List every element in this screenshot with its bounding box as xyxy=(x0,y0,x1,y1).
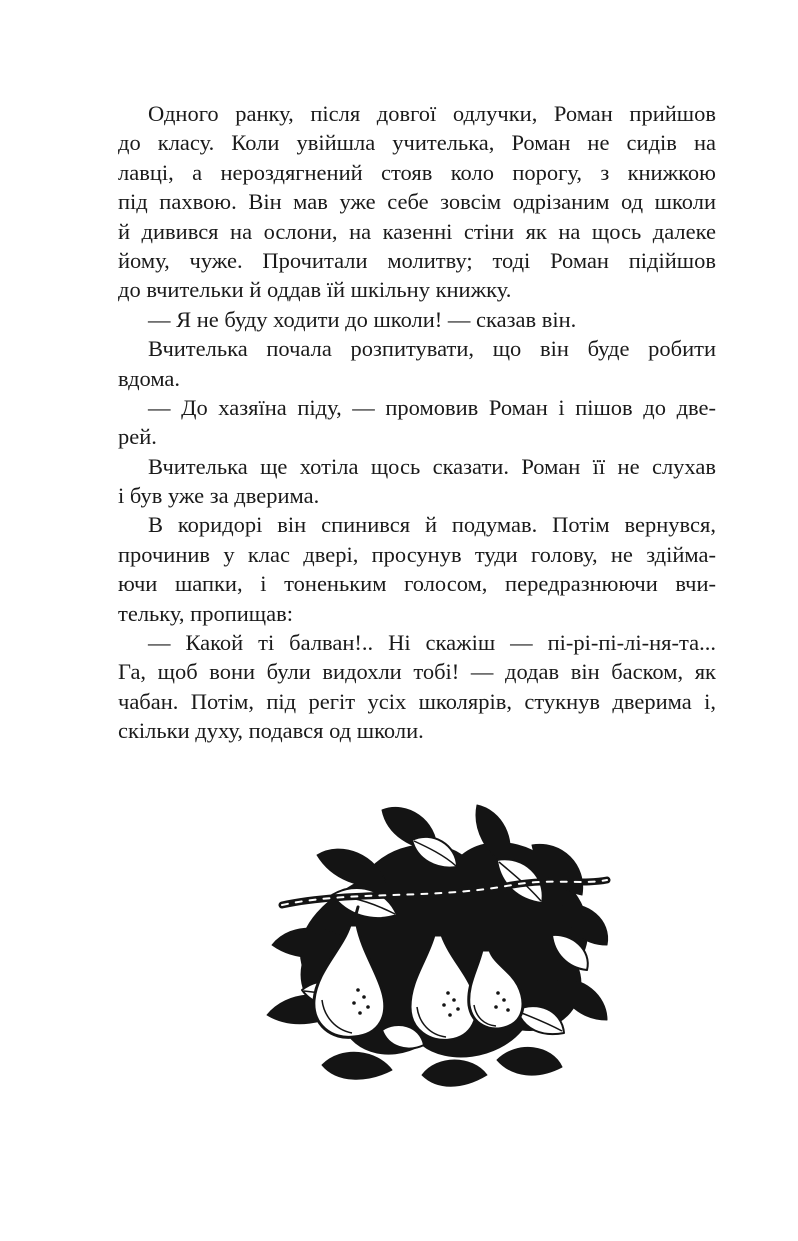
text-line: під пахвою. Він мав уже себе зовсім одрізаним од школи xyxy=(118,189,716,215)
paragraph xyxy=(118,510,716,628)
text-line: прочинив у клас двері, просунув туди голову, не здійма- xyxy=(118,541,716,567)
text-line: до класу. Коли увійшла учителька, Роман не сидів на xyxy=(118,130,716,156)
story-text xyxy=(118,99,716,746)
paragraph xyxy=(118,99,716,305)
text-line: лавці, а нероздягнений стояв коло порогу, з книжкою xyxy=(118,159,716,185)
text-line: вдома. xyxy=(118,365,181,391)
text-line: Одного ранку, після довгої одлучки, Роман прийшов xyxy=(148,101,716,126)
paragraph xyxy=(118,452,716,511)
pear-branch-icon xyxy=(262,785,622,1095)
text-line: В коридорі він спинився й подумав. Потім вернувся, xyxy=(148,512,716,538)
text-line: йому, чуже. Прочитали молитву; тоді Роман підійшов xyxy=(118,247,716,273)
text-line: Га, щоб вони були видохли тобі! — додав він баском, як xyxy=(118,659,716,685)
text-line: й дивився на ослони, на казенні стіни як на щось далеке xyxy=(118,218,716,244)
text-line: ючи шапки, і тоненьким голосом, передразнюючи вчи- xyxy=(118,571,716,597)
text-line: тельку, пропищав: xyxy=(118,600,293,626)
text-line: Вчителька ще хотіла щось сказати. Роман її не слухав xyxy=(148,453,716,479)
text-line: — Я не буду ходити до школи! — сказав він. xyxy=(148,306,577,332)
text-line: і був уже за дверима. xyxy=(118,483,320,509)
paragraph xyxy=(118,305,716,334)
text-line: Вчителька почала розпитувати, що він буде робити xyxy=(148,336,716,362)
text-line: — Какой ті балван!.. Ні скажіш — пі-рі-пі-лі-ня-та... xyxy=(148,630,716,656)
text-line: рей. xyxy=(118,424,157,450)
paragraph xyxy=(118,628,716,746)
text-line: — До хазяїна піду, — промовив Роман і пішов до две- xyxy=(148,394,716,420)
text-line: скільки духу, подався од школи. xyxy=(118,718,424,744)
text-line: до вчительки й оддав їй шкільну книжку. xyxy=(118,277,512,303)
text-line: чабан. Потім, під регіт усіх школярів, стукнув дверима і, xyxy=(118,688,716,714)
paragraph xyxy=(118,393,716,452)
paragraph xyxy=(118,334,716,393)
